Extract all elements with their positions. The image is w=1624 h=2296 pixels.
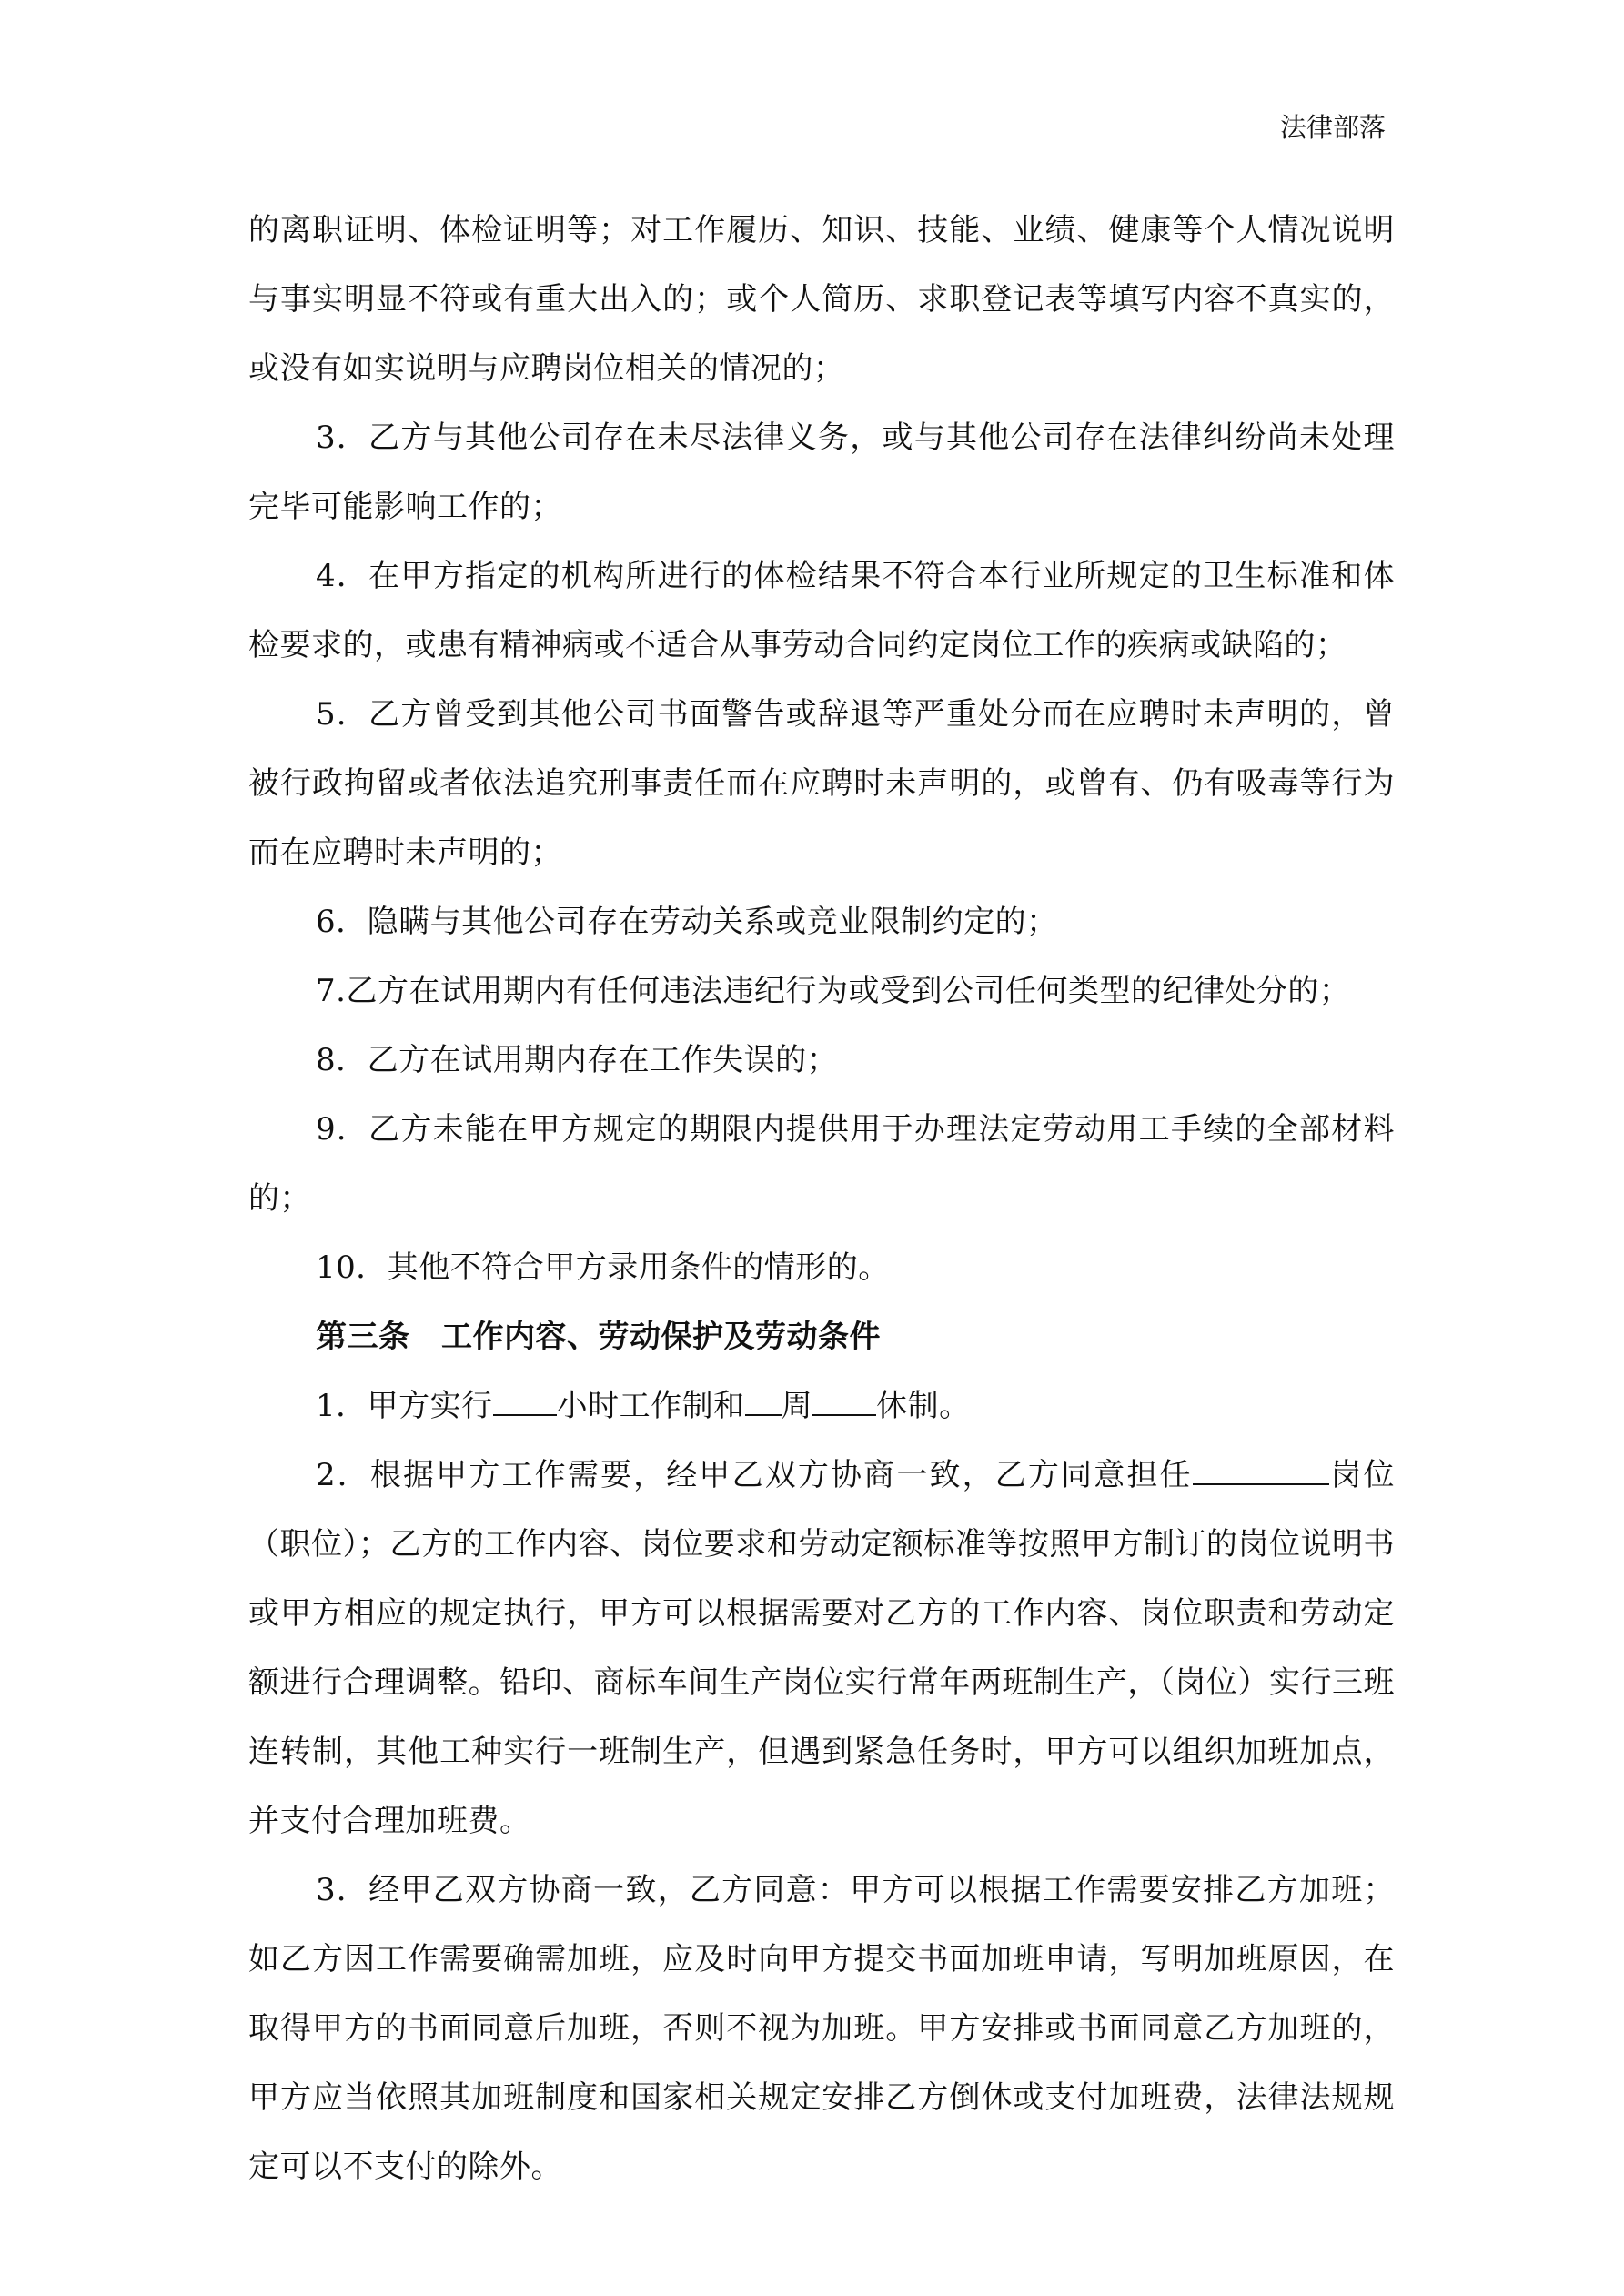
clause-1-text-a: 1．甲方实行 xyxy=(316,1388,493,1424)
clause-1-text-c: 周 xyxy=(781,1388,813,1424)
paragraph-continuation: 的离职证明、体检证明等；对工作履历、知识、技能、业绩、健康等个人情况说明与事实明显不符或有重大出入的；或个人简历、求职登记表等填写内容不真实的，或没有如实说明与应聘岗位相关的情况的； xyxy=(248,212,1395,387)
position-blank-field[interactable] xyxy=(1193,1456,1329,1485)
week-blank-field-2[interactable] xyxy=(812,1387,876,1416)
paragraph-item-7: 7.乙方在试用期内有任何违法违纪行为或受到公司任何类型的纪律处分的； xyxy=(316,973,1351,1009)
article-3-clause-1 xyxy=(248,1371,1395,1441)
paragraph-item-9: 9．乙方未能在甲方规定的期限内提供用于办理法定劳动用工手续的全部材料的； xyxy=(248,1111,1395,1217)
paragraph-item-8: 8．乙方在试用期内存在工作失误的； xyxy=(316,1042,839,1078)
hours-blank-field[interactable] xyxy=(493,1387,557,1416)
paragraph-item-6: 6．隐瞒与其他公司存在劳动关系或竞业限制约定的； xyxy=(316,904,1058,940)
clause-1-text-b: 小时工作制和 xyxy=(556,1388,745,1424)
document-header-source: 法律部落 xyxy=(1279,112,1386,143)
clause-2-text-b: 岗位（职位）；乙方的工作内容、岗位要求和劳动定额标准等按照甲方制订的岗位说明书或甲方相应的规定执行，甲方可以根据需要对乙方的工作内容、岗位职责和劳动定额进行合理调整。铅印、商标车间生产岗位实行常年两班制生产，（岗位）实行三班连转制，其他工种实行一班制生产，但遇到紧急任务时，甲方可以组织加班加点，并支付合理加班费。 xyxy=(248,1457,1396,1839)
article-3-clause-3: 3．经甲乙双方协商一致，乙方同意：甲方可以根据工作需要安排乙方加班；如乙方因工作需要确需加班，应及时向甲方提交书面加班申请，写明加班原因，在取得甲方的书面同意后加班，否则不视为加班。甲方安排或书面同意乙方加班的，甲方应当依照其加班制度和国家相关规定安排乙方倒休或支付加班费，法律法规规定可以不支付的除外。 xyxy=(248,1872,1395,2185)
article-3-clause-2 xyxy=(248,1441,1395,1856)
article-3-heading: 第三条 工作内容、劳动保护及劳动条件 xyxy=(316,1319,881,1355)
clause-2-text-a: 2．根据甲方工作需要，经甲乙双方协商一致，乙方同意担任 xyxy=(316,1457,1193,1493)
document-body xyxy=(248,196,1395,2201)
paragraph-item-4: 4．在甲方指定的机构所进行的体检结果不符合本行业所规定的卫生标准和体检要求的，或患有精神病或不适合从事劳动合同约定岗位工作的疾病或缺陷的； xyxy=(248,558,1395,663)
paragraph-item-5: 5．乙方曾受到其他公司书面警告或辞退等严重处分而在应聘时未声明的，曾被行政拘留或者依法追究刑事责任而在应聘时未声明的，或曾有、仍有吸毒等行为而在应聘时未声明的； xyxy=(248,696,1395,871)
week-blank-field-1[interactable] xyxy=(745,1387,782,1416)
clause-1-text-d: 休制。 xyxy=(876,1388,971,1424)
paragraph-item-3: 3．乙方与其他公司存在未尽法律义务，或与其他公司存在法律纠纷尚未处理完毕可能影响工作的； xyxy=(248,420,1395,525)
paragraph-item-10: 10．其他不符合甲方录用条件的情形的。 xyxy=(316,1249,890,1286)
